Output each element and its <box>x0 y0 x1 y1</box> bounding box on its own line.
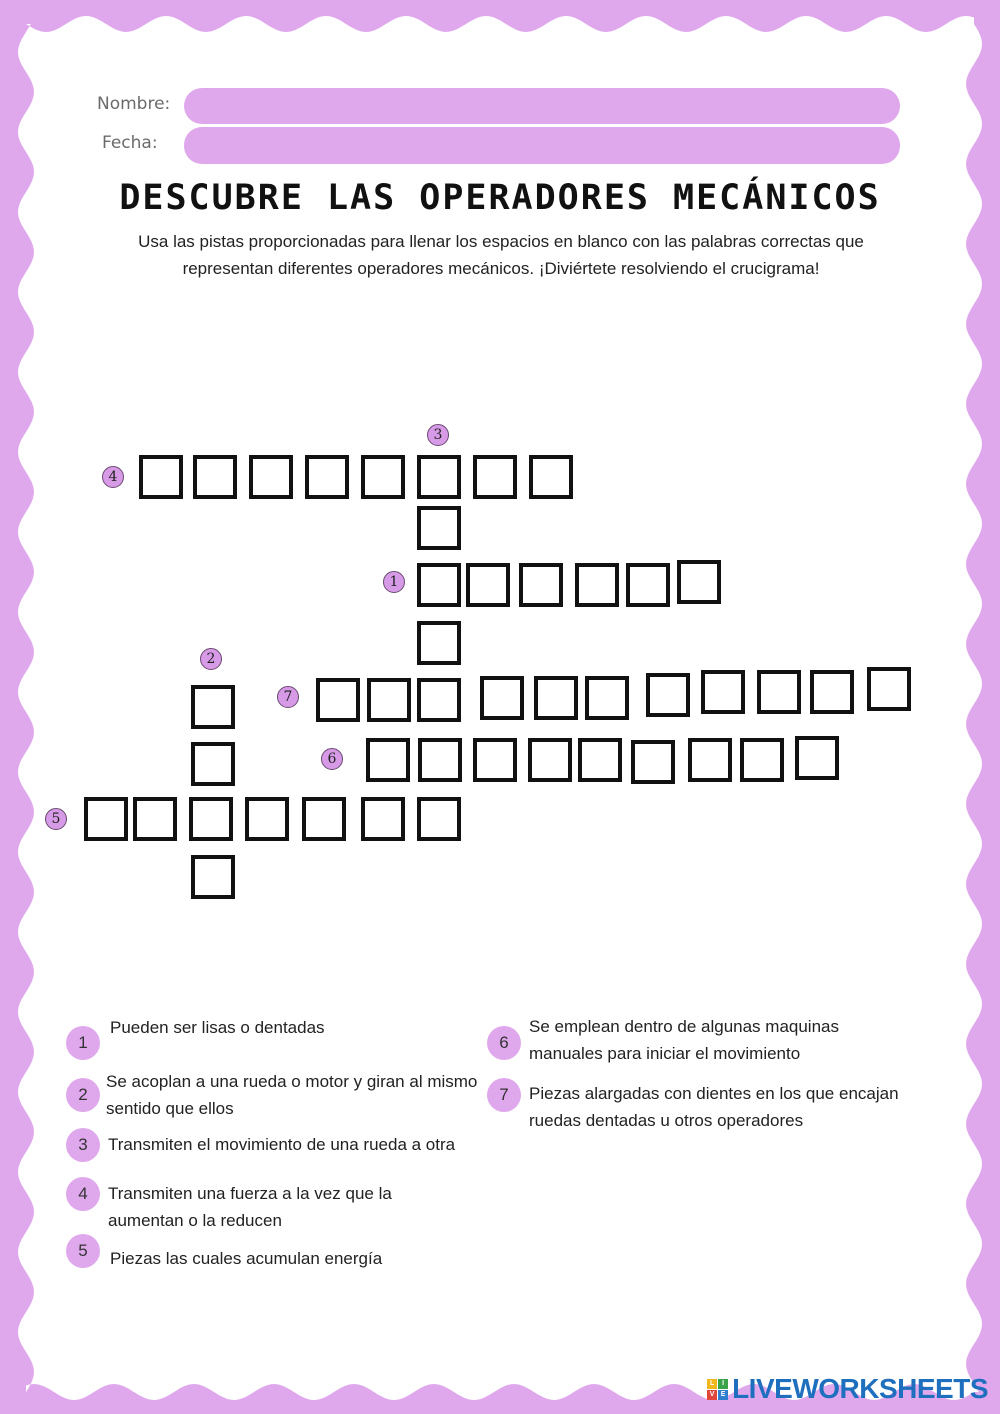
crossword-cell-5-1[interactable] <box>84 797 128 841</box>
crossword-cell-4-1[interactable] <box>139 455 183 499</box>
crossword-cell-5-6[interactable] <box>361 797 405 841</box>
crossword-number-3: 3 <box>427 424 449 446</box>
crossword-cell-4-5[interactable] <box>361 455 405 499</box>
name-input[interactable] <box>184 88 900 124</box>
crossword-cell-3-1[interactable] <box>417 506 461 550</box>
crossword-number-2: 2 <box>200 648 222 670</box>
crossword-cell-7-11[interactable] <box>867 667 911 711</box>
crossword-cell-2-2[interactable] <box>191 742 235 786</box>
crossword-number-7: 7 <box>277 686 299 708</box>
crossword-cell-7-10[interactable] <box>810 670 854 714</box>
crossword-cell-1-5[interactable] <box>626 563 670 607</box>
crossword-cell-7-8[interactable] <box>701 670 745 714</box>
crossword-cell-5-3[interactable] <box>189 797 233 841</box>
crossword-cell-6-1[interactable] <box>366 738 410 782</box>
crossword-cell-6-5[interactable] <box>578 738 622 782</box>
date-input[interactable] <box>184 127 900 164</box>
crossword-cell-6-8[interactable] <box>740 738 784 782</box>
clue-text-7: Piezas alargadas con dientes en los que encajan ruedas dentadas u otros operadores <box>529 1084 899 1130</box>
crossword-cell-6-2[interactable] <box>418 738 462 782</box>
liveworksheets-brand <box>707 1371 988 1407</box>
brand-name: LIVEWORKSHEETS <box>732 1373 988 1404</box>
crossword-cell-4-7[interactable] <box>473 455 517 499</box>
clue-text-3: Transmiten el movimiento de una rueda a otra <box>108 1135 456 1154</box>
crossword-cell-1-3[interactable] <box>519 563 563 607</box>
clue-text-4: Transmiten una fuerza a la vez que la aumentan o la reducen <box>108 1184 392 1230</box>
name-label: Nombre: <box>97 94 171 114</box>
crossword-cell-7-1[interactable] <box>316 678 360 722</box>
date-label: Fecha: <box>102 133 158 153</box>
clue-number-7: 7 <box>487 1078 521 1112</box>
crossword-number-5: 5 <box>45 808 67 830</box>
crossword-number-1: 1 <box>383 571 405 593</box>
crossword-cell-2-1[interactable] <box>191 685 235 729</box>
crossword-cell-6-4[interactable] <box>528 738 572 782</box>
crossword-cell-4-8[interactable] <box>529 455 573 499</box>
clue-text-2: Se acoplan a una rueda o motor y giran al mismo sentido que ellos <box>106 1072 478 1118</box>
crossword-cell-1-2[interactable] <box>466 563 510 607</box>
crossword-number-4: 4 <box>102 466 124 488</box>
brand-logo-letter: E <box>718 1390 728 1400</box>
crossword-cell-4-4[interactable] <box>305 455 349 499</box>
instructions: Usa las pistas proporcionadas para llenar los espacios en blanco con las palabras correctas que representan diferentes operadores mecánicos. ¡Diviértete resolviendo el crucigrama! <box>138 232 864 278</box>
crossword-cell-7-3[interactable] <box>417 678 461 722</box>
clue-text-1: Pueden ser lisas o dentadas <box>110 1018 325 1037</box>
crossword-cell-7-2[interactable] <box>367 678 411 722</box>
crossword-cell-1-1[interactable] <box>417 563 461 607</box>
crossword-cell-5-7[interactable] <box>417 797 461 841</box>
clue-number-4: 4 <box>66 1177 100 1211</box>
crossword-cell-7-4[interactable] <box>480 676 524 720</box>
crossword-cell-5-5[interactable] <box>302 797 346 841</box>
brand-logo-letter: L <box>707 1379 717 1389</box>
crossword-cell-4-6[interactable] <box>417 455 461 499</box>
clue-number-3: 3 <box>66 1128 100 1162</box>
brand-logo-letter: V <box>707 1390 717 1400</box>
clue-text-5: Piezas las cuales acumulan energía <box>110 1249 383 1268</box>
crossword-number-6: 6 <box>321 748 343 770</box>
crossword-cell-5-4[interactable] <box>245 797 289 841</box>
brand-logo-icon <box>707 1379 728 1400</box>
crossword-cell-1-6[interactable] <box>677 560 721 604</box>
crossword-cell-6-3[interactable] <box>473 738 517 782</box>
clue-number-2: 2 <box>66 1078 100 1112</box>
crossword-cell-2-3[interactable] <box>191 855 235 899</box>
crossword-cell-4-3[interactable] <box>249 455 293 499</box>
clue-text-6: Se emplean dentro de algunas maquinas manuales para iniciar el movimiento <box>529 1017 839 1063</box>
clue-number-6: 6 <box>487 1026 521 1060</box>
crossword-cell-7-9[interactable] <box>757 670 801 714</box>
clue-number-1: 1 <box>66 1026 100 1060</box>
worksheet-title: DESCUBRE LAS OPERADORES MECÁNICOS <box>119 178 881 218</box>
brand-logo-letter: I <box>718 1379 728 1389</box>
crossword-cell-6-6[interactable] <box>631 740 675 784</box>
clue-number-5: 5 <box>66 1234 100 1268</box>
crossword-cell-7-7[interactable] <box>646 673 690 717</box>
crossword-cell-3-2[interactable] <box>417 621 461 665</box>
crossword-cell-7-5[interactable] <box>534 676 578 720</box>
crossword-cell-7-6[interactable] <box>585 676 629 720</box>
crossword-cell-1-4[interactable] <box>575 563 619 607</box>
crossword-cell-6-9[interactable] <box>795 736 839 780</box>
crossword-cell-4-2[interactable] <box>193 455 237 499</box>
crossword-cell-6-7[interactable] <box>688 738 732 782</box>
crossword-cell-5-2[interactable] <box>133 797 177 841</box>
